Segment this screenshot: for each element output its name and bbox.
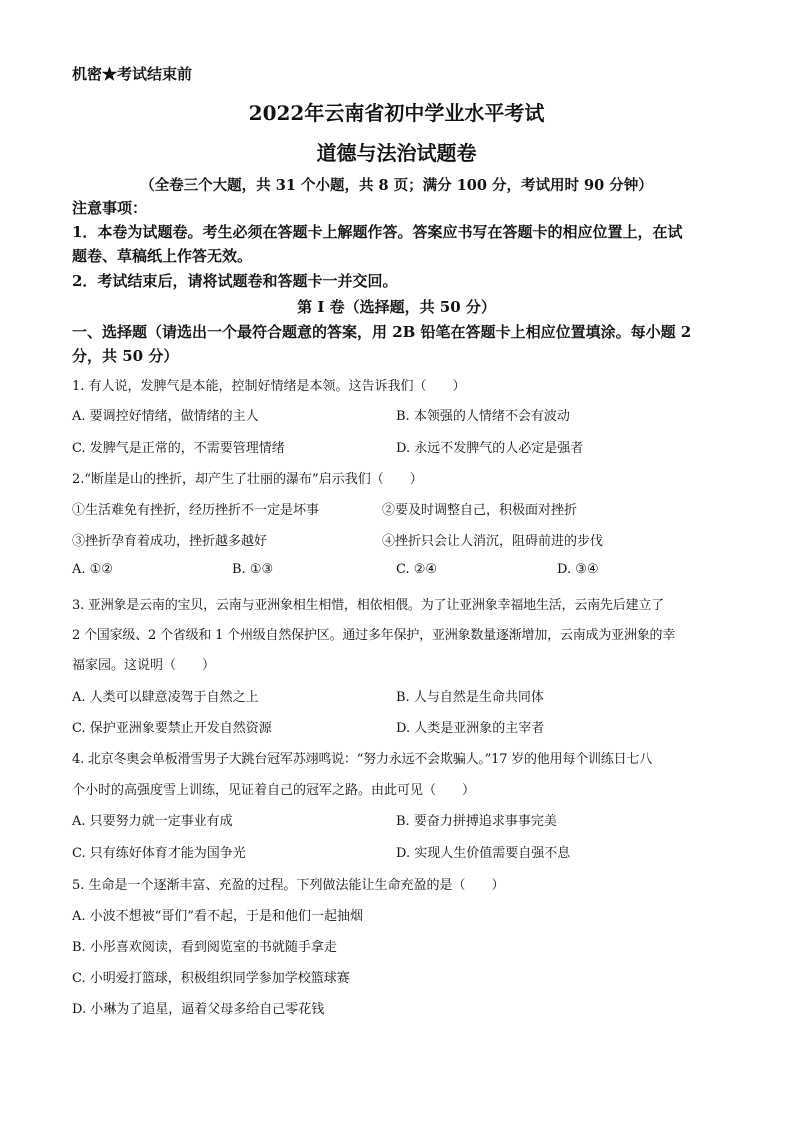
question-2-stem: 2.“断崖是山的挫折，却产生了壮丽的瀑布”启示我们（ ） [72,472,423,487]
note-line: 题卷、草稿纸上作答无效。 [72,247,253,265]
section-instructions: 一、选择题（请选出一个最符合题意的答案，用 2B 铅笔在答题卡上相应位置填涂。每小题 2 [72,323,692,341]
question-2-option-c: C. ②④ [396,562,438,577]
question-2-option-b: B. ①③ [232,562,274,577]
question-4-option-c: C. 只有练好体育才能为国争光 [72,846,246,861]
section-instructions-cont: 分，共 50 分） [72,347,179,365]
question-2-statement-1: ①生活难免有挫折，经历挫折不一定是坏事 [72,503,320,518]
exam-info: （全卷三个大题，共 31 个小题，共 8 页；满分 100 分，考试用时 90 分钟） [140,177,653,194]
question-2-option-d: D. ③④ [557,562,599,577]
question-3-option-b: B. 人与自然是生命共同体 [396,690,544,705]
question-3-option-d: D. 人类是亚洲象的主宰者 [396,721,545,736]
question-5-option-d: D. 小琳为了追星，逼着父母多给自己零花钱 [72,1002,325,1017]
notes-heading: 注意事项： [72,199,148,217]
question-2-statement-2: ②要及时调整自己，积极面对挫折 [382,503,578,518]
note-line: 2．考试结束后，请将试题卷和答题卡一并交回。 [72,272,398,290]
question-4-stem-cont: 个小时的高强度雪上训练，见证着自己的冠军之路。由此可见（ ） [72,783,476,798]
question-1-option-d: D. 永远不发脾气的人必定是强者 [396,441,584,456]
question-2-statement-4: ④挫折只会让人消沉，阻碍前进的步伐 [382,534,604,549]
question-1-option-a: A. 要调控好情绪，做情绪的主人 [72,409,259,424]
question-3-stem-cont: 2 个国家级、2 个省级和 1 个州级自然保护区。通过多年保护，亚洲象数量逐渐增加，云南成为亚洲象的幸 [72,628,676,643]
question-1-stem: 1. 有人说，发脾气是本能，控制好情绪是本领。这告诉我们（ ） [72,379,466,394]
question-5-option-c: C. 小明爱打篮球，积极组织同学参加学校篮球赛 [72,971,350,986]
part-title: 第 I 卷（选择题，共 50 分） [297,298,496,316]
question-5-option-a: A. 小波不想被“哥们”看不起，于是和他们一起抽烟 [72,909,363,924]
question-1-option-c: C. 发脾气是正常的，不需要管理情绪 [72,441,285,456]
confidential-label: 机密★考试结束前 [72,65,193,83]
question-2-option-a: A. ①② [72,562,113,577]
question-5-option-b: B. 小彤喜欢阅读，看到阅览室的书就随手拿走 [72,940,337,955]
note-line: 1．本卷为试题卷。考生必须在答题卡上解题作答。答案应书写在答题卡的相应位置上，在试 [72,223,683,241]
question-2-statement-3: ③挫折孕育着成功，挫折越多越好 [72,534,268,549]
question-4-option-a: A. 只要努力就一定事业有成 [72,814,233,829]
question-3-stem: 3. 亚洲象是云南的宝贝，云南与亚洲象相生相惜，相依相偎。为了让亚洲象幸福地生活，云南先后建立了 [72,598,664,613]
exam-subject-title: 道德与法治试题卷 [316,141,477,165]
question-3-stem-cont: 福家园。这说明（ ） [72,658,216,673]
question-1-option-b: B. 本领强的人情绪不会有波动 [396,409,570,424]
question-4-option-b: B. 要奋力拼搏追求事事完美 [396,814,557,829]
question-5-stem: 5. 生命是一个逐渐丰富、充盈的过程。下列做法能让生命充盈的是（ ） [72,878,505,893]
question-3-option-c: C. 保护亚洲象要禁止开发自然资源 [72,721,272,736]
question-4-option-d: D. 实现人生价值需要自强不息 [396,846,571,861]
exam-title: 2022年云南省初中学业水平考试 [248,101,545,125]
question-3-option-a: A. 人类可以肆意凌驾于自然之上 [72,690,259,705]
question-4-stem: 4. 北京冬奥会单板滑雪男子大跳台冠军苏翊鸣说：“努力永远不会欺骗人。”17 岁的他用每个训练日七八 [72,752,653,767]
